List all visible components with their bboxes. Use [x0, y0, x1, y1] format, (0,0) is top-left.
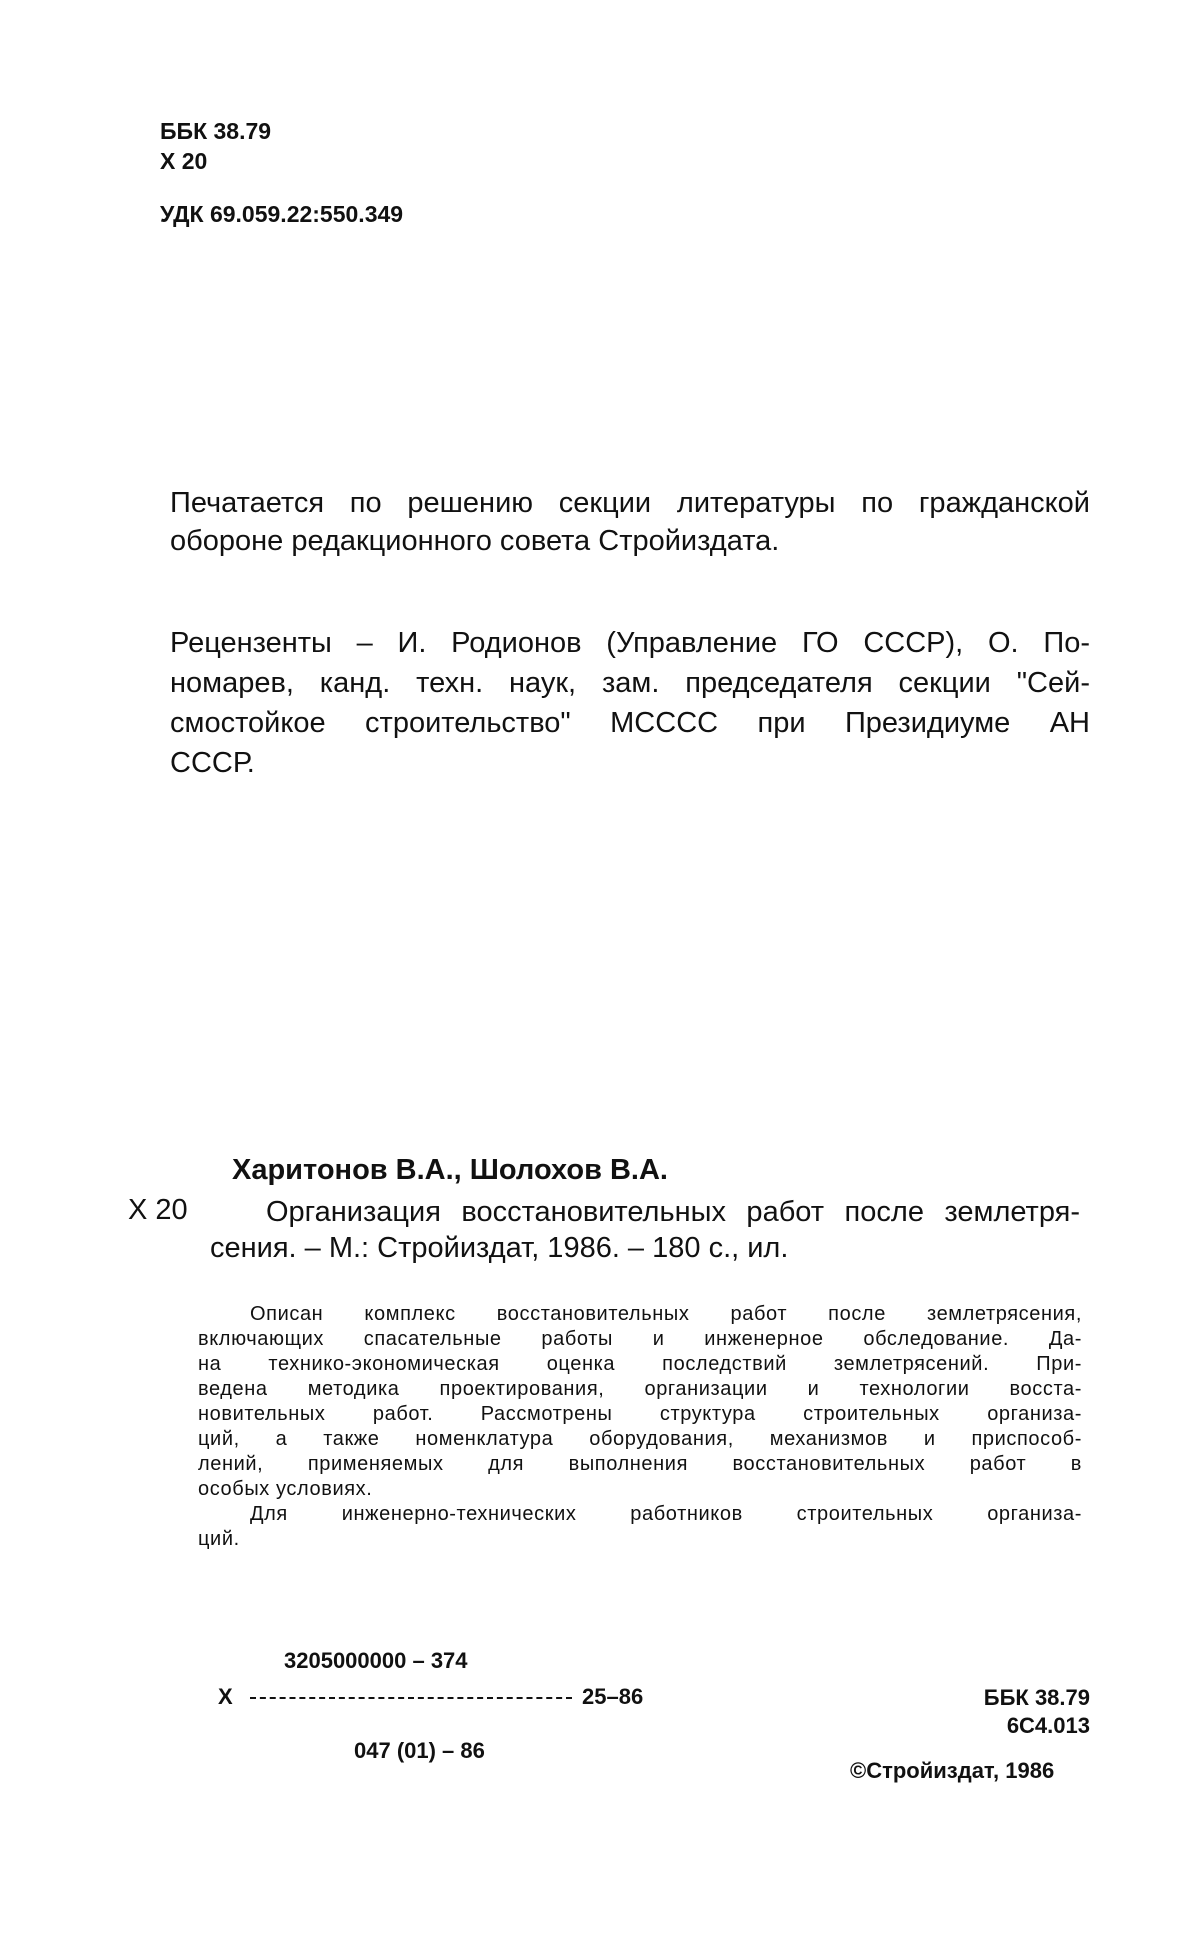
abstract-line: новительных работ. Рассмотрены структура строительных организа- [198, 1403, 1082, 1425]
catalog-index: Х 20 [128, 1194, 188, 1226]
book-authors: Харитонов В.А., Шолохов В.А. [232, 1154, 668, 1186]
publication-note-line: обороне редакционного совета Стройиздата. [170, 525, 780, 557]
abstract-line: Описан комплекс восстановительных работ после землетрясения, [250, 1303, 1082, 1325]
abstract-line: особых условиях. [198, 1478, 373, 1500]
publication-note-line: Печатается по решению секции литературы по гражданской [170, 487, 1090, 519]
reviewers-line: СССР. [170, 747, 255, 779]
reviewers-line: номарев, канд. техн. наук, зам. председателя секции "Сей- [170, 667, 1090, 699]
publication-note [170, 484, 1090, 560]
abstract-line: на технико-экономическая оценка последствий землетрясений. При- [198, 1353, 1082, 1375]
publishing-code-suffix: 25–86 [582, 1684, 644, 1709]
book-description-line: сения. – М.: Стройиздат, 1986. – 180 с., ил. [210, 1232, 789, 1264]
audience-line: ций. [198, 1528, 240, 1550]
bbk-footer-block [962, 1684, 1090, 1740]
book-description-line: Организация восстановительных работ после землетря- [266, 1196, 1080, 1228]
abstract-line: ций, а также номенклатура оборудования, механизмов и приспособ- [198, 1428, 1082, 1450]
reviewers-line: смостойкое строительство" МСССС при Президиуме АН [170, 707, 1090, 739]
publishing-code-denominator: 047 (01) – 86 [354, 1738, 485, 1763]
book-description [210, 1194, 1080, 1266]
copyright-notice: ©Стройиздат, 1986 [850, 1758, 1055, 1783]
udk-code: УДК 69.059.22:550.349 [160, 201, 404, 227]
author-mark: Х 20 [160, 148, 208, 174]
abstract-line: включающих спасательные работы и инженерное обследование. Да- [198, 1328, 1082, 1350]
reviewers-paragraph [170, 623, 1090, 783]
footer-bbk-sub: 6С4.013 [1006, 1713, 1090, 1738]
reviewers-line: Рецензенты – И. Родионов (Управление ГО СССР), О. По- [170, 627, 1090, 659]
abstract [198, 1302, 1082, 1552]
publishing-code-fraction-line [250, 1697, 572, 1699]
bbk-header-block [160, 116, 271, 176]
footer-bbk-code: ББК 38.79 [983, 1685, 1090, 1710]
publishing-code-prefix: Х [218, 1684, 233, 1709]
bbk-code: ББК 38.79 [160, 118, 272, 144]
abstract-line: лений, применяемых для выполнения восстановительных работ в [198, 1453, 1082, 1475]
audience-line: Для инженерно-технических работников строительных организа- [250, 1503, 1082, 1525]
publishing-code-numerator: 3205000000 – 374 [284, 1648, 468, 1673]
abstract-line: ведена методика проектирования, организации и технологии восста- [198, 1378, 1082, 1400]
